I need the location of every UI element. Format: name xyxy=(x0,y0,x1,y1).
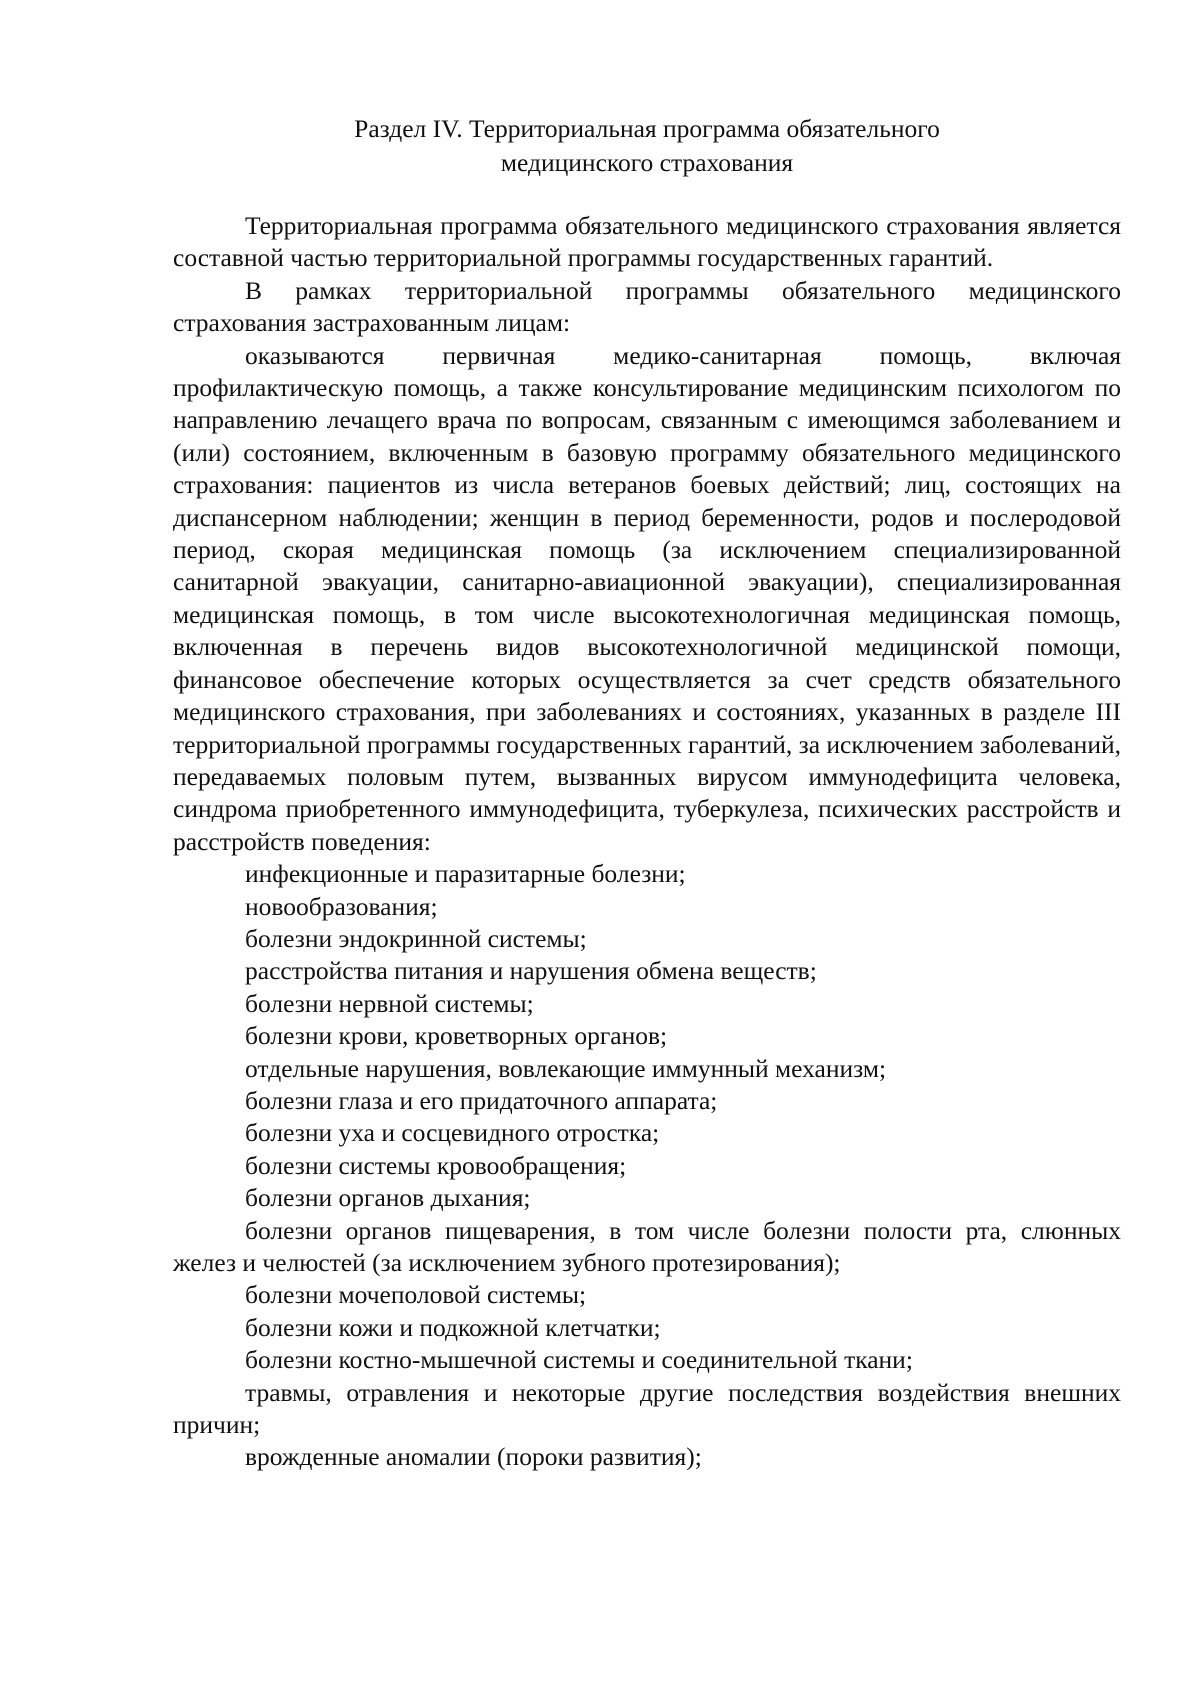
section-heading xyxy=(173,112,1121,180)
list-item: болезни эндокринной системы; xyxy=(245,923,587,953)
list-item: болезни органов пищеварения, в том числе болезни полости рта, слюнных желез и челюстей (за исключением зубного протезирования); xyxy=(173,1215,1121,1277)
list-item: инфекционные и паразитарные болезни; xyxy=(245,859,686,889)
document-body xyxy=(173,112,1121,1474)
paragraph-provided-care: оказываются первичная медико-санитарная помощь, включая профилактическую помощь, а также консультирование медицинским психологом по направлению лечащего врача по вопросам, связанным с имеющимся заболеванием и (или) состоянием, включенным в базовую программу обязательного медицинского страхования: пациентов из числа ветеранов боевых действий; лиц, состоящих на диспансерном наблюдении; женщин в период беременности, родов и послеродовой период, скорая медицинская помощь (за исключением специализированной санитарной эвакуации, санитарно-авиационной эвакуации), специализированная медицинская помощь, в том числе высокотехнологичная медицинская помощь, включенная в перечень видов высокотехнологичной медицинской помощи, финансовое обеспечение которых осуществляется за счет средств обязательного медицинского страхования, при заболеваниях и состояниях, указанных в разделе III территориальной программы государственных гарантий, за исключением заболеваний, передаваемых половым путем, вызванных вирусом иммунодефицита человека, синдрома приобретенного иммунодефицита, туберкулеза, психических расстройств и расстройств поведения: xyxy=(173,340,1121,856)
section-heading-line-1: Раздел IV. Территориальная программа обязательного xyxy=(354,114,940,143)
list-item: отдельные нарушения, вовлекающие иммунный механизм; xyxy=(245,1053,887,1083)
list-item: болезни глаза и его придаточного аппарата; xyxy=(245,1085,718,1115)
paragraph-program-composition: Территориальная программа обязательного медицинского страхования является составной частью территориальной программы государственных гарантий. xyxy=(173,211,1121,273)
list-item: болезни системы кровообращения; xyxy=(245,1150,627,1180)
section-heading-line-2: медицинского страхования xyxy=(500,148,794,177)
list-item: болезни нервной системы; xyxy=(245,988,534,1018)
list-item: болезни мочеполовой системы; xyxy=(245,1280,587,1310)
list-item: болезни уха и сосцевидного отростка; xyxy=(245,1118,660,1148)
list-item: врожденные аномалии (пороки развития); xyxy=(245,1442,702,1472)
disease-list xyxy=(173,858,1121,1474)
paragraph-insured-persons-intro: В рамках территориальной программы обязательного медицинского страхования застрахованным лицам: xyxy=(173,275,1121,338)
list-item: травмы, отравления и некоторые другие последствия воздействия внешних причин; xyxy=(173,1377,1121,1440)
list-item: расстройства питания и нарушения обмена веществ; xyxy=(245,956,817,986)
list-item: новообразования; xyxy=(245,891,438,921)
list-item: болезни костно-мышечной системы и соединительной ткани; xyxy=(245,1345,913,1375)
list-item: болезни органов дыхания; xyxy=(245,1183,531,1213)
list-item: болезни кожи и подкожной клетчатки; xyxy=(245,1312,661,1342)
list-item: болезни крови, кроветворных органов; xyxy=(245,1021,668,1051)
